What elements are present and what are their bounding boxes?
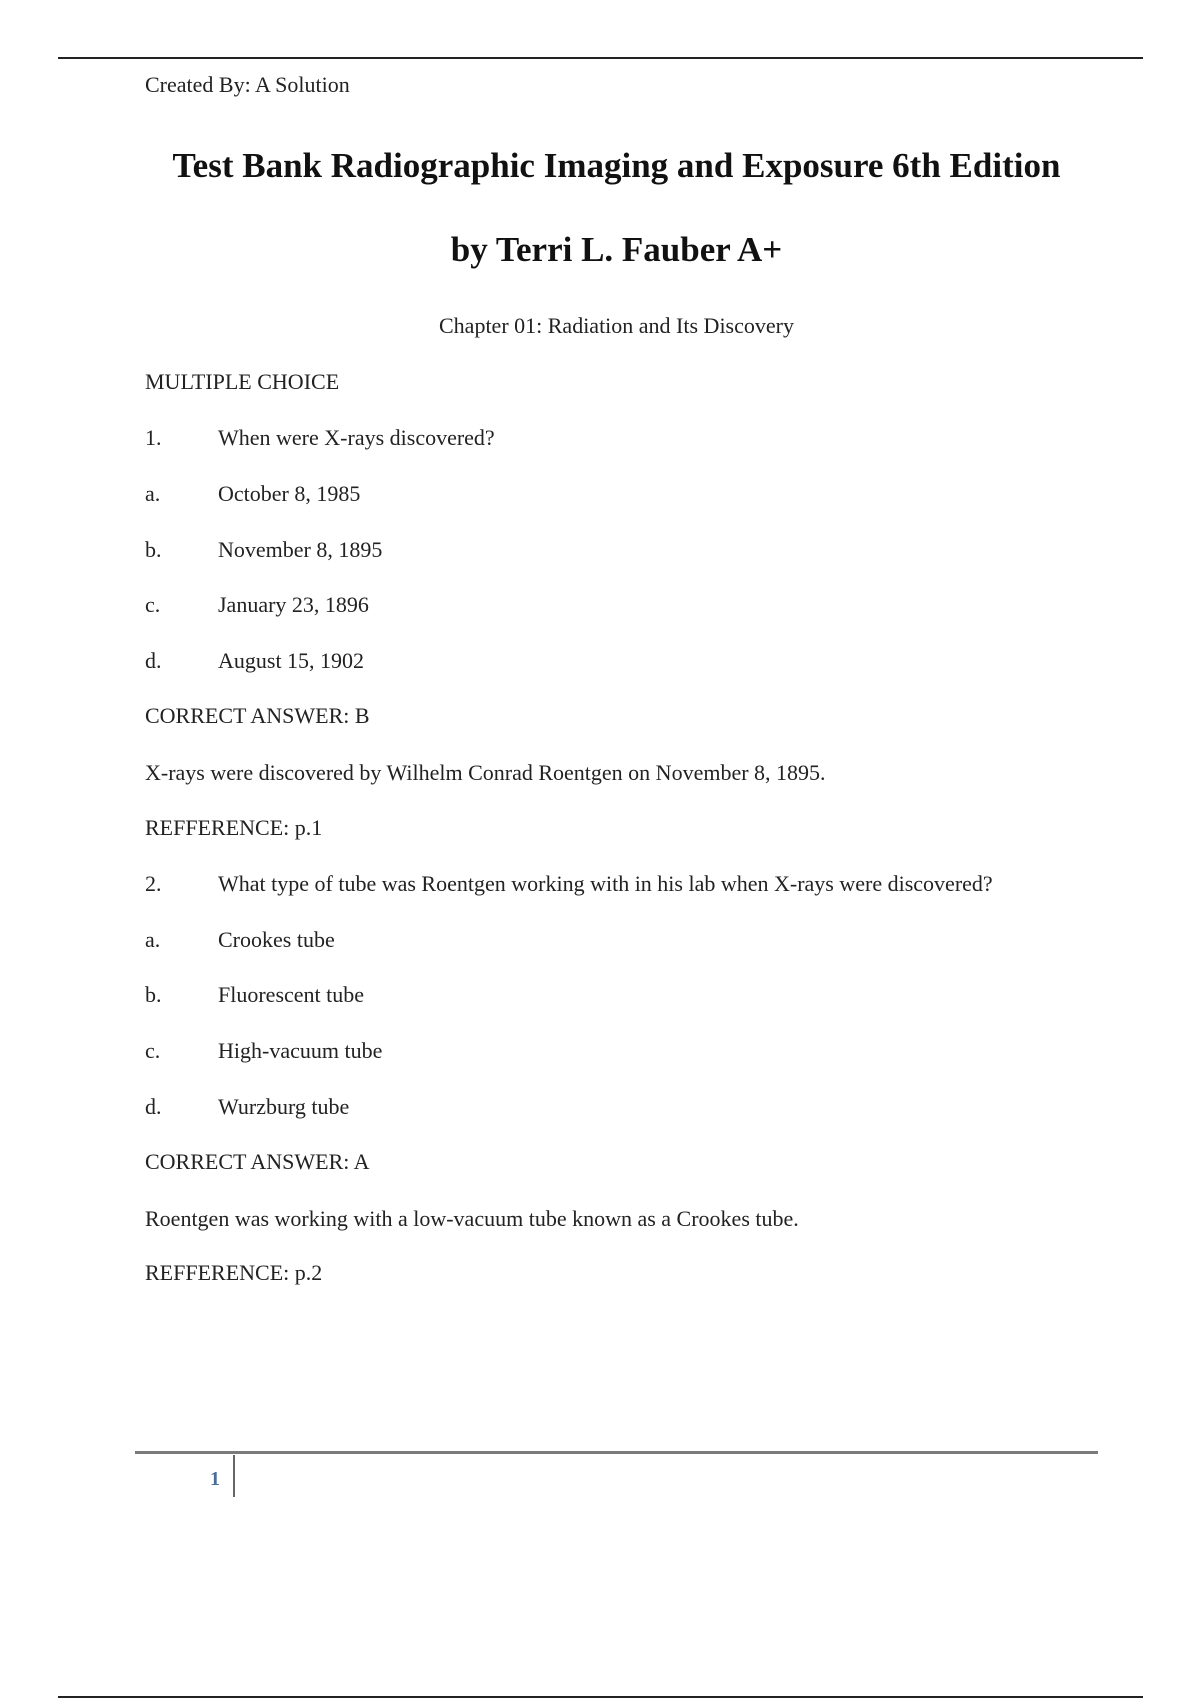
option-text: October 8, 1985 [218,481,361,506]
footer-rule [135,1451,1098,1454]
page-number-divider [233,1455,235,1497]
page-number: 1 [210,1468,220,1490]
question-2-answer: CORRECT ANSWER: A [145,1149,370,1174]
option-text: High-vacuum tube [218,1038,383,1063]
option-text: Wurzburg tube [218,1094,350,1119]
created-by-text: Created By: A Solution [145,72,350,97]
option-text: August 15, 1902 [218,648,365,673]
question-1-option-a [145,481,360,507]
question-2-number: 2. [145,871,162,896]
chapter-heading: Chapter 01: Radiation and Its Discovery [439,313,794,338]
document-title-line-2: by Terri L. Fauber A+ [450,230,783,269]
question-2-option-c [145,1038,382,1064]
question-1-number: 1. [145,425,162,450]
option-text: January 23, 1896 [218,592,369,617]
option-label: a. [145,481,161,506]
option-label: c. [145,1038,161,1063]
question-1-answer: CORRECT ANSWER: B [145,703,370,728]
question-1 [145,425,495,451]
section-heading: MULTIPLE CHOICE [145,369,340,394]
question-1-option-b [145,537,382,563]
question-2-option-b [145,982,364,1008]
option-label: d. [145,1094,162,1119]
question-1-reference: REFFERENCE: p.1 [145,815,323,840]
question-2-explanation: Roentgen was working with a low-vacuum tube known as a Crookes tube. [145,1206,799,1231]
document-title-line-1: Test Bank Radiographic Imaging and Exposure 6th Edition [172,146,1061,185]
option-label: a. [145,927,161,952]
question-1-option-c [145,592,369,618]
option-text: Crookes tube [218,927,335,952]
option-label: c. [145,592,161,617]
question-2 [145,871,993,897]
question-2-text: What type of tube was Roentgen working with in his lab when X-rays were discovered? [218,871,993,896]
question-2-option-d [145,1094,349,1120]
option-label: d. [145,648,162,673]
option-text: Fluorescent tube [218,982,365,1007]
bottom-rule [58,1696,1143,1698]
option-text: November 8, 1895 [218,537,383,562]
question-1-explanation: X-rays were discovered by Wilhelm Conrad Roentgen on November 8, 1895. [145,760,826,785]
option-label: b. [145,982,162,1007]
header-rule [58,57,1143,59]
option-label: b. [145,537,162,562]
question-1-text: When were X-rays discovered? [218,425,495,450]
question-2-option-a [145,927,335,953]
question-2-reference: REFFERENCE: p.2 [145,1260,323,1285]
question-1-option-d [145,648,364,674]
